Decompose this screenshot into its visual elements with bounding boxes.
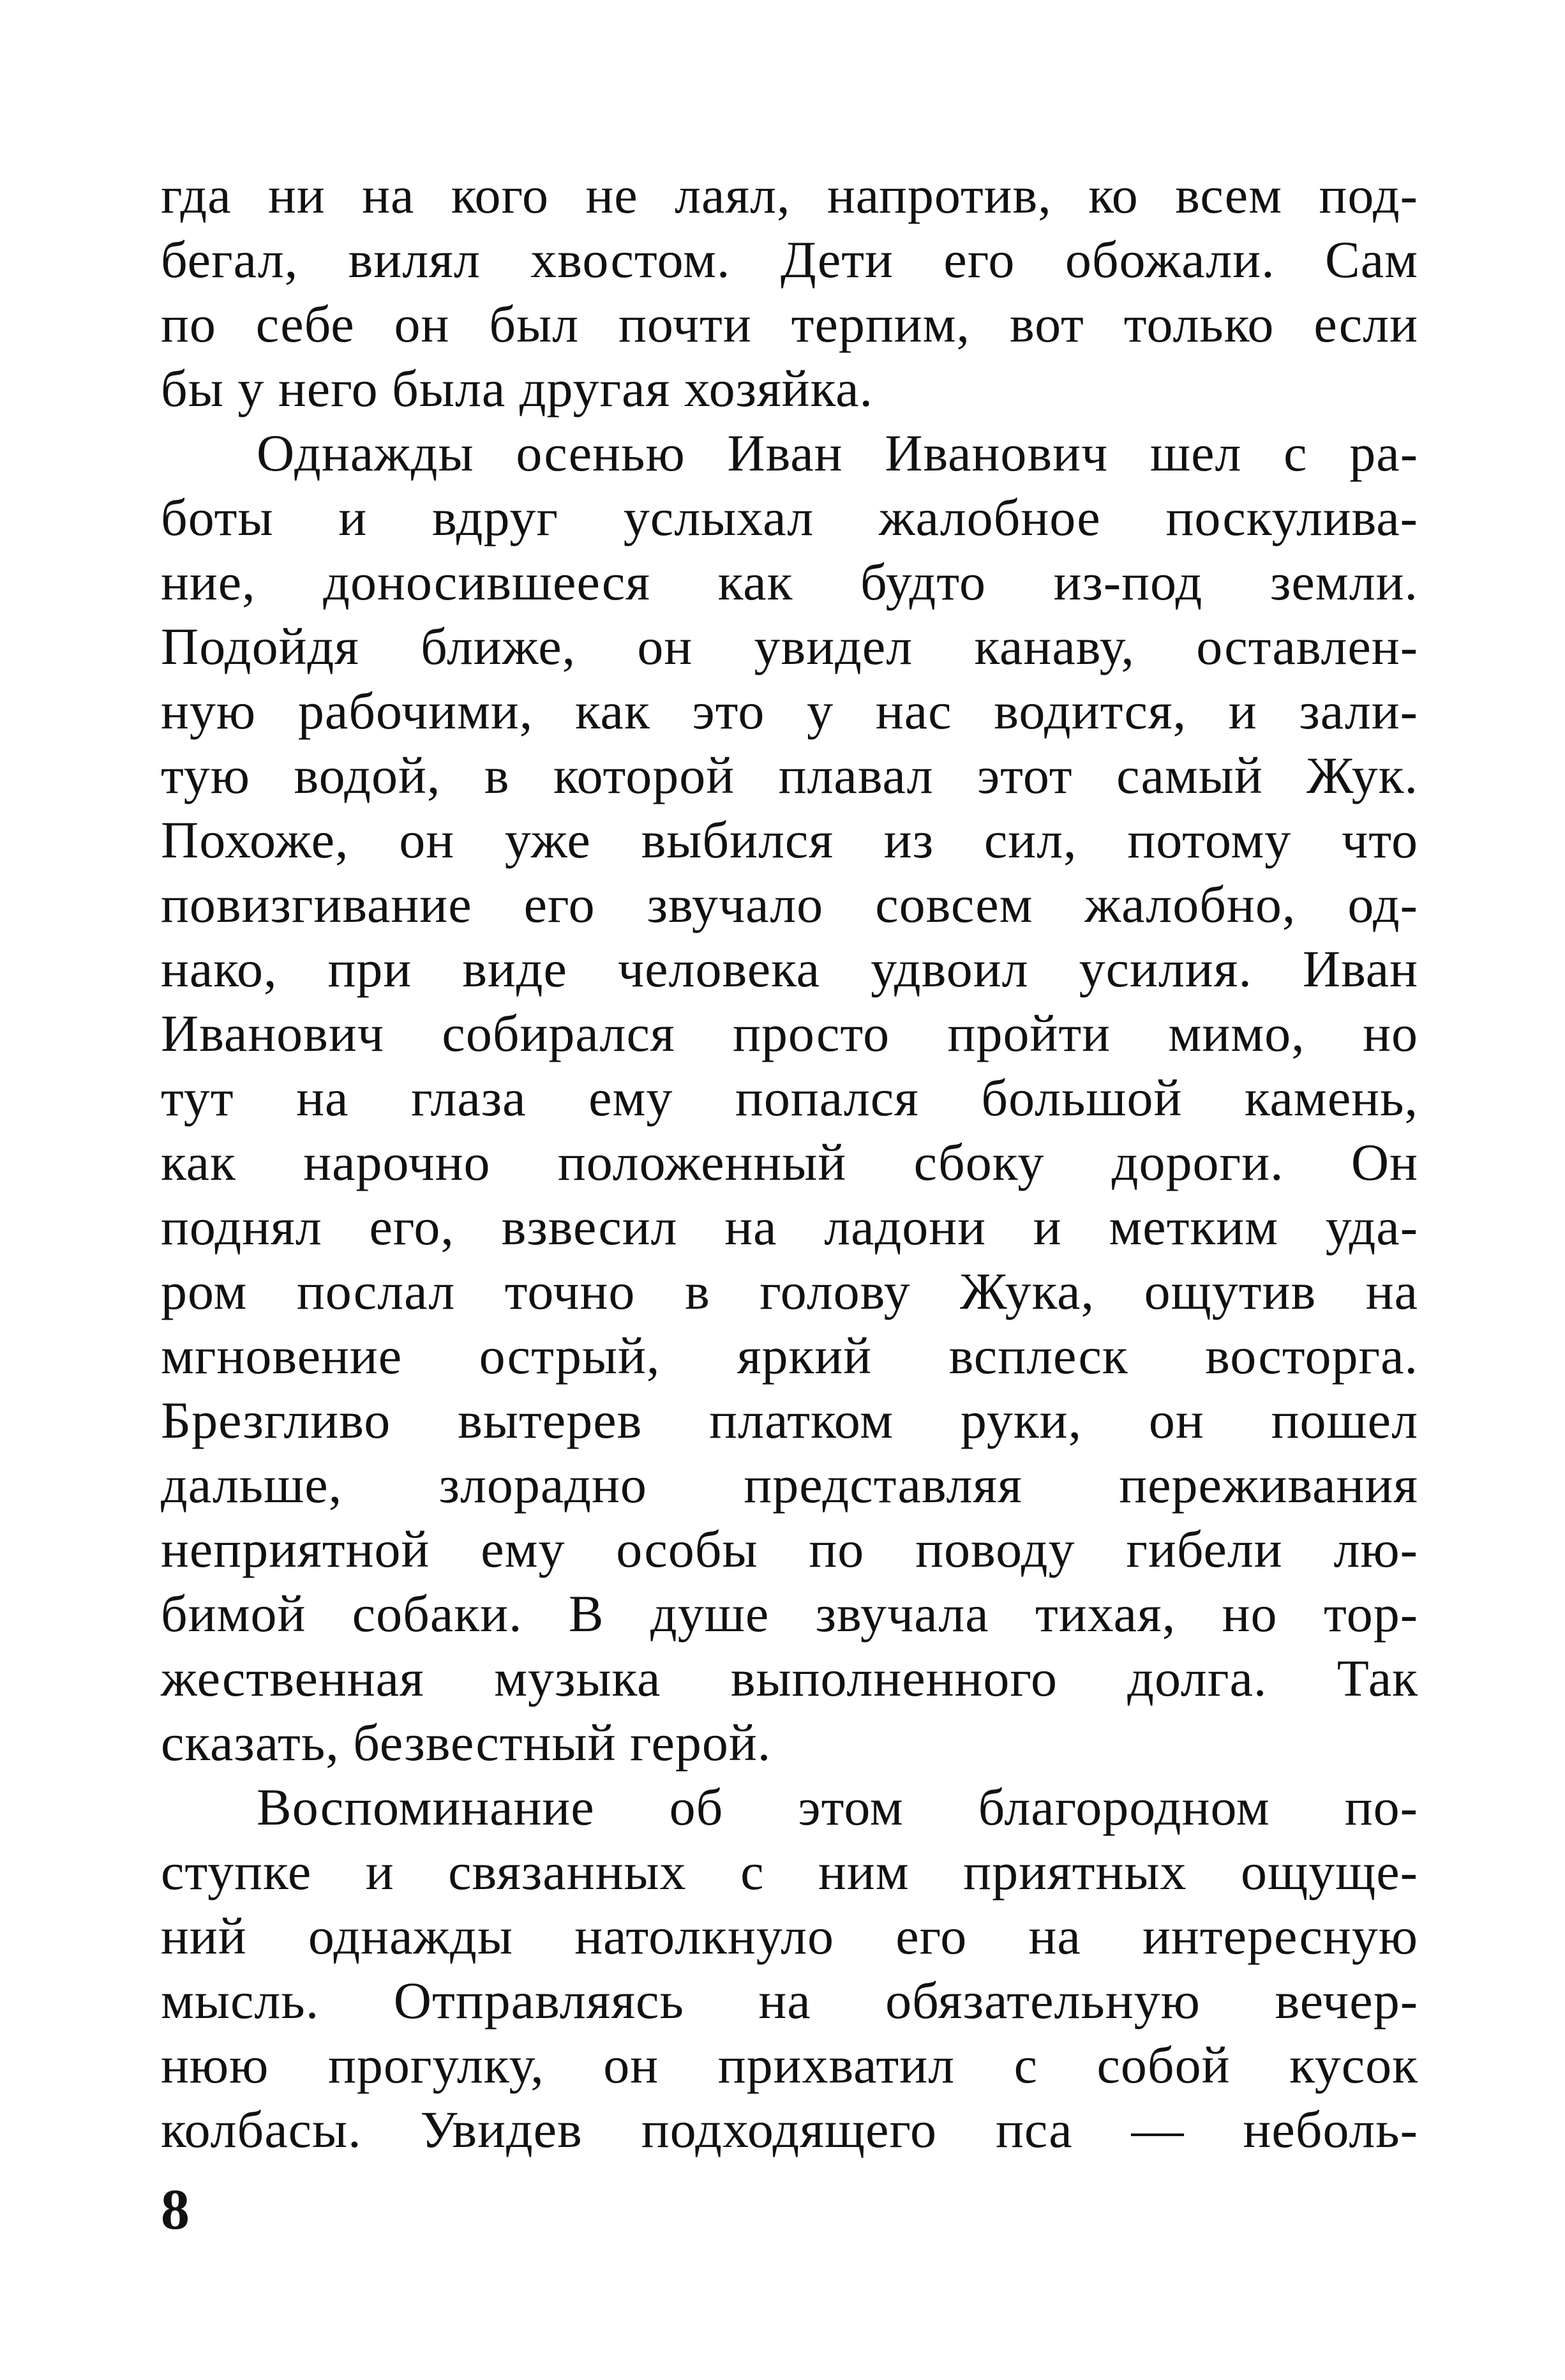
text-line: бегал, вилял хвостом. Дети его обожали. Сам <box>161 230 1418 289</box>
text-line: по себе он был почти терпим, вот только если <box>161 295 1418 353</box>
text-line: Похоже, он уже выбился из сил, потому что <box>161 811 1418 869</box>
text-line: неприятной ему особы по поводу гибели лю- <box>161 1520 1418 1578</box>
text-line: Иванович собирался просто пройти мимо, но <box>161 1004 1418 1062</box>
text-line: дальше, злорадно представляя переживания <box>161 1456 1418 1514</box>
text-line: ную рабочими, как это у нас водится, и зали- <box>161 682 1418 740</box>
page-number: 8 <box>161 2178 190 2241</box>
text-line: Однажды осенью Иван Иванович шел с ра- <box>257 424 1418 482</box>
text-line: сказать, безвестный герой. <box>161 1713 772 1772</box>
body-text <box>161 163 1418 2162</box>
text-line: ний однажды натолкнуло его на интересную <box>161 1907 1418 1965</box>
text-line: Воспоминание об этом благородном по- <box>257 1778 1418 1836</box>
text-line: нако, при виде человека удвоил усилия. Иван <box>161 940 1418 998</box>
text-line: мгновение острый, яркий всплеск восторга. <box>161 1327 1418 1385</box>
text-line: тую водой, в которой плавал этот самый Жук. <box>161 746 1418 804</box>
text-line: гда ни на кого не лаял, напротив, ко всем под- <box>161 166 1418 224</box>
text-line: бы у него была другая хозяйка. <box>161 359 874 418</box>
text-line: нюю прогулку, он прихватил с собой кусок <box>161 2036 1418 2094</box>
text-line: Подойдя ближе, он увидел канаву, оставлен- <box>161 617 1418 675</box>
text-line: повизгивание его звучало совсем жалобно, од- <box>161 875 1418 933</box>
text-line: колбасы. Увидев подходящего пса — неболь- <box>161 2100 1418 2158</box>
text-line: как нарочно положенный сбоку дороги. Он <box>161 1133 1418 1191</box>
text-line: бимой собаки. В душе звучала тихая, но тор- <box>161 1585 1418 1643</box>
text-line: тут на глаза ему попался большой камень, <box>161 1069 1418 1127</box>
text-line: жественная музыка выполненного долга. Так <box>161 1649 1418 1707</box>
text-line: мысль. Отправляясь на обязательную вечер- <box>161 1971 1418 2030</box>
text-line: ние, доносившееся как будто из-под земли. <box>161 553 1418 611</box>
text-line: ступке и связанных с ним приятных ощуще- <box>161 1842 1418 1901</box>
text-line: Брезгливо вытерев платком руки, он пошел <box>161 1391 1418 1449</box>
text-line: поднял его, взвесил на ладони и метким уда- <box>161 1198 1418 1256</box>
text-line: ром послал точно в голову Жука, ощутив на <box>161 1262 1418 1320</box>
text-line: боты и вдруг услыхал жалобное поскулива- <box>161 488 1418 546</box>
